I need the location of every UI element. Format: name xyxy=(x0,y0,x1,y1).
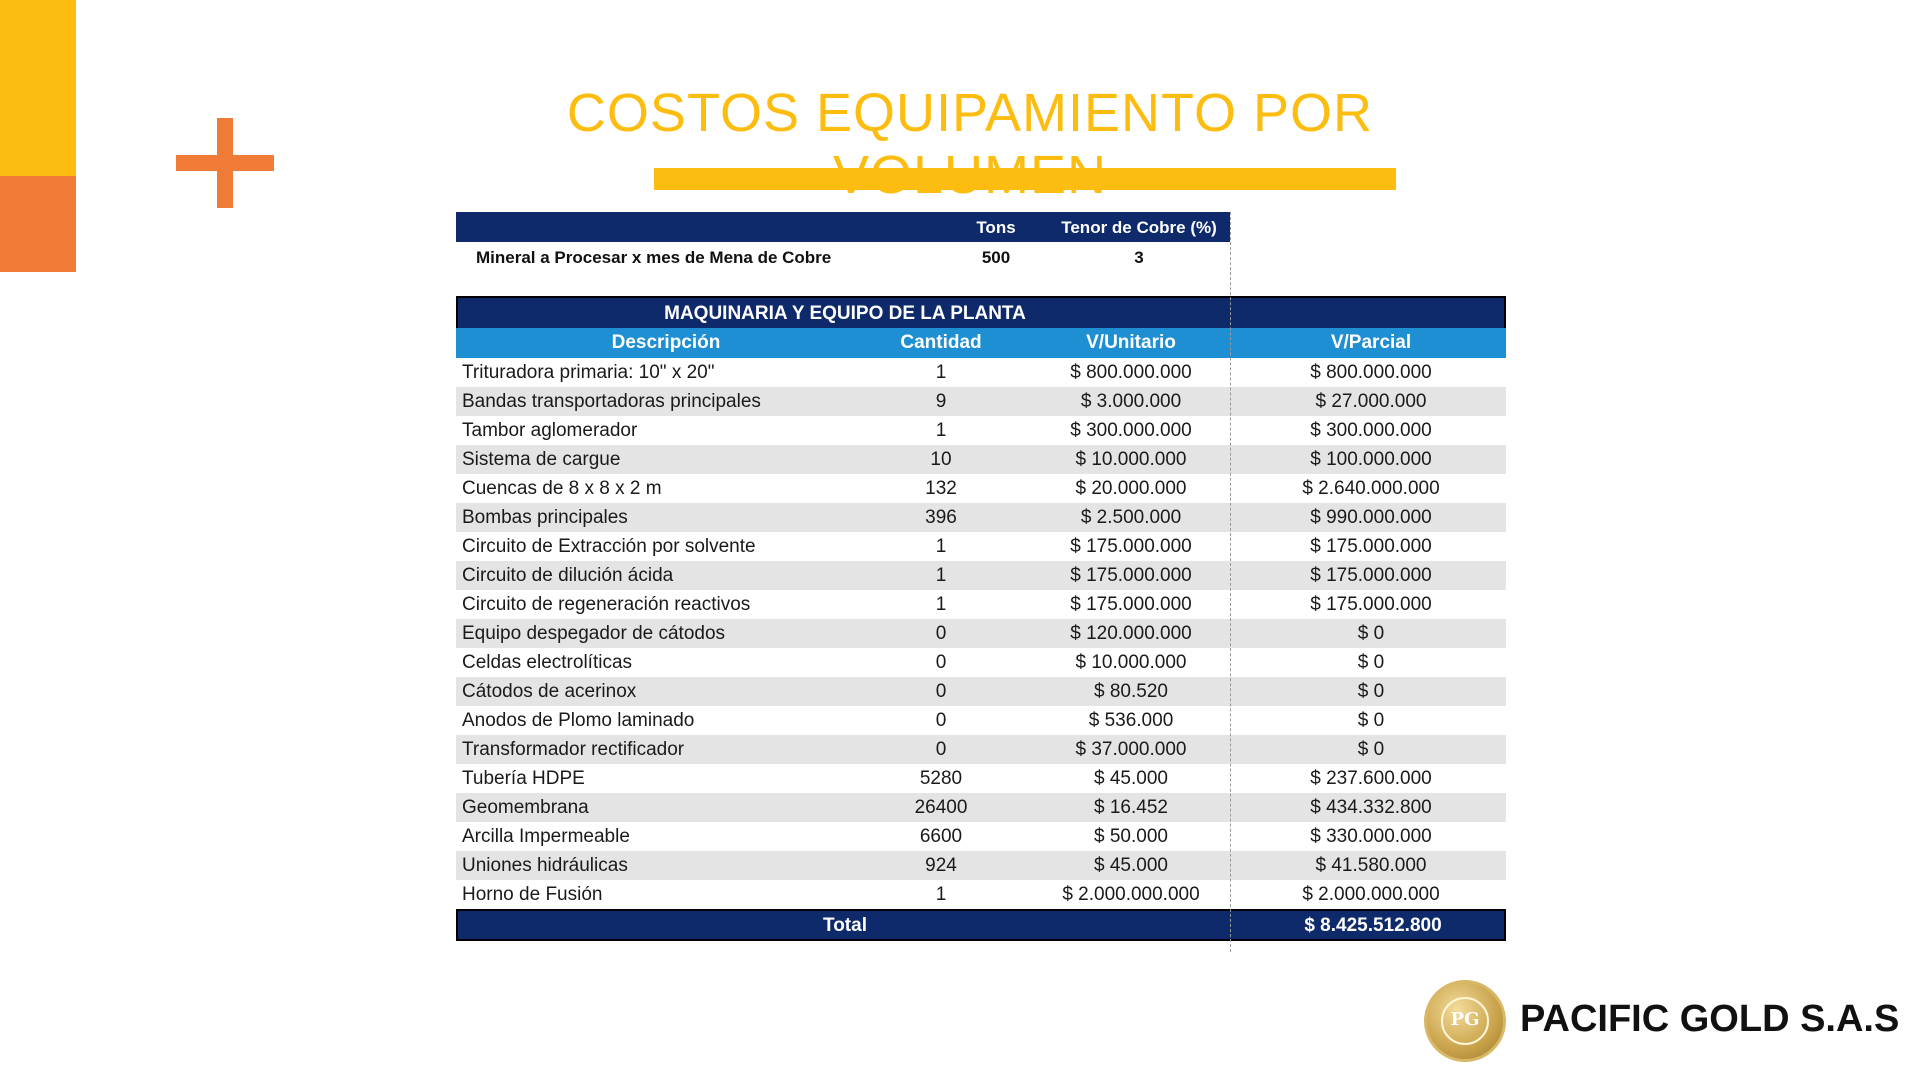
cell-v-unitario: $ 10.000.000 xyxy=(1075,449,1187,470)
summary-row xyxy=(456,242,1230,272)
cell-cantidad: 6600 xyxy=(919,826,963,847)
cell-descripcion: Cuencas de 8 x 8 x 2 m xyxy=(462,478,662,499)
cell-descripcion: Uniones hidráulicas xyxy=(462,855,628,876)
cell-v-parcial: $ 0 xyxy=(1357,710,1385,731)
cell-descripcion: Arcilla Impermeable xyxy=(462,826,630,847)
summary-tenor-value: 3 xyxy=(1134,248,1144,267)
cell-v-parcial: $ 100.000.000 xyxy=(1310,449,1432,470)
cell-cantidad: 0 xyxy=(935,623,947,644)
cell-v-parcial: $ 0 xyxy=(1357,681,1385,702)
table-row xyxy=(456,445,1506,474)
cell-v-parcial: $ 800.000.000 xyxy=(1310,362,1432,383)
table-row xyxy=(456,793,1506,822)
logo-text: PG xyxy=(1450,1009,1480,1030)
summary-table xyxy=(456,212,1230,272)
total-label: Total xyxy=(823,915,867,936)
cell-cantidad: 1 xyxy=(935,536,947,557)
company-name: PACIFIC GOLD S.A.S xyxy=(1520,998,1900,1040)
cell-descripcion: Transformador rectificador xyxy=(462,739,685,760)
cell-v-unitario: $ 16.452 xyxy=(1094,797,1168,818)
cell-v-parcial: $ 0 xyxy=(1357,623,1385,644)
cell-descripcion: Horno de Fusión xyxy=(462,884,603,905)
table-row xyxy=(456,735,1506,764)
cell-cantidad: 0 xyxy=(935,652,947,673)
cell-cantidad: 0 xyxy=(935,710,947,731)
table-row xyxy=(456,822,1506,851)
cell-descripcion: Bandas transportadoras principales xyxy=(462,391,761,412)
table-row xyxy=(456,880,1506,909)
table-row xyxy=(456,677,1506,706)
title-underline xyxy=(654,168,1396,190)
accent-bar-yellow xyxy=(0,0,76,176)
plus-icon xyxy=(176,118,274,208)
table-row xyxy=(456,706,1506,735)
cell-v-unitario: $ 50.000 xyxy=(1094,826,1168,847)
equipment-table-title-text: MAQUINARIA Y EQUIPO DE LA PLANTA xyxy=(664,303,1026,324)
cell-v-parcial: $ 237.600.000 xyxy=(1310,768,1432,789)
header-v-unitario: V/Unitario xyxy=(1086,332,1176,353)
cell-v-parcial: $ 175.000.000 xyxy=(1310,565,1432,586)
cell-v-parcial: $ 2.000.000.000 xyxy=(1302,884,1440,905)
table-row xyxy=(456,590,1506,619)
cell-v-unitario: $ 3.000.000 xyxy=(1080,391,1182,412)
cell-v-parcial: $ 27.000.000 xyxy=(1315,391,1427,412)
cell-v-parcial: $ 330.000.000 xyxy=(1310,826,1432,847)
cell-descripcion: Circuito de dilución ácida xyxy=(462,565,674,586)
equipment-table xyxy=(456,296,1506,941)
accent-bar-orange xyxy=(0,176,76,272)
cell-v-parcial: $ 175.000.000 xyxy=(1310,536,1432,557)
equipment-table-title xyxy=(456,296,1506,328)
cell-cantidad: 26400 xyxy=(914,797,968,818)
cell-descripcion: Equipo despegador de cátodos xyxy=(462,623,726,644)
column-divider xyxy=(1230,212,1231,952)
cell-v-unitario: $ 45.000 xyxy=(1094,855,1168,876)
cell-v-unitario: $ 20.000.000 xyxy=(1075,478,1187,499)
cell-cantidad: 924 xyxy=(925,855,957,876)
cell-descripcion: Cátodos de acerinox xyxy=(462,681,637,702)
cell-descripcion: Tambor aglomerador xyxy=(462,420,638,441)
cell-descripcion: Tubería HDPE xyxy=(462,768,585,789)
cell-cantidad: 396 xyxy=(925,507,957,528)
cell-descripcion: Sistema de cargue xyxy=(462,449,621,470)
cell-v-unitario: $ 175.000.000 xyxy=(1070,594,1192,615)
cell-cantidad: 1 xyxy=(935,594,947,615)
slide-title: COSTOS EQUIPAMIENTO POR xyxy=(566,83,1374,143)
cell-v-unitario: $ 175.000.000 xyxy=(1070,565,1192,586)
header-descripcion: Descripción xyxy=(611,332,721,353)
cell-descripcion: Celdas electrolíticas xyxy=(462,652,633,673)
summary-tons-value: 500 xyxy=(981,248,1011,267)
cell-v-unitario: $ 2.000.000.000 xyxy=(1062,884,1200,905)
cell-cantidad: 132 xyxy=(925,478,957,499)
gold-seal-logo-icon xyxy=(1424,980,1506,1062)
table-row xyxy=(456,503,1506,532)
cell-v-parcial: $ 175.000.000 xyxy=(1310,594,1432,615)
total-value: $ 8.425.512.800 xyxy=(1304,915,1442,936)
cell-v-unitario: $ 175.000.000 xyxy=(1070,536,1192,557)
cell-descripcion: Bombas principales xyxy=(462,507,628,528)
table-row xyxy=(456,416,1506,445)
table-row xyxy=(456,387,1506,416)
cell-v-unitario: $ 800.000.000 xyxy=(1070,362,1192,383)
summary-row-label: Mineral a Procesar x mes de Mena de Cobre xyxy=(476,248,832,267)
cell-v-parcial: $ 990.000.000 xyxy=(1310,507,1432,528)
cell-v-unitario: $ 45.000 xyxy=(1094,768,1168,789)
cell-v-parcial: $ 0 xyxy=(1357,652,1385,673)
cell-v-parcial: $ 434.332.800 xyxy=(1310,797,1432,818)
total-row xyxy=(456,909,1506,941)
summary-col-tons: Tons xyxy=(976,218,1016,237)
header-cantidad: Cantidad xyxy=(900,332,982,353)
cell-cantidad: 1 xyxy=(935,565,947,586)
table-row xyxy=(456,648,1506,677)
cell-v-unitario: $ 37.000.000 xyxy=(1075,739,1187,760)
equipment-table-header xyxy=(456,328,1506,358)
cell-descripcion: Geomembrana xyxy=(462,797,589,818)
cell-v-unitario: $ 536.000 xyxy=(1088,710,1174,731)
table-row xyxy=(456,474,1506,503)
table-row xyxy=(456,764,1506,793)
cell-v-parcial: $ 41.580.000 xyxy=(1315,855,1427,876)
cell-v-parcial: $ 0 xyxy=(1357,739,1385,760)
table-row xyxy=(456,532,1506,561)
cell-v-unitario: $ 300.000.000 xyxy=(1070,420,1192,441)
cell-v-unitario: $ 10.000.000 xyxy=(1075,652,1187,673)
table-row xyxy=(456,851,1506,880)
cell-descripcion: Circuito de regeneración reactivos xyxy=(462,594,751,615)
summary-col-tenor: Tenor de Cobre (%) xyxy=(1061,218,1217,237)
cell-descripcion: Trituradora primaria: 10" x 20" xyxy=(462,362,715,383)
table-row xyxy=(456,358,1506,387)
header-v-parcial: V/Parcial xyxy=(1330,332,1412,353)
cell-v-unitario: $ 80.520 xyxy=(1094,681,1168,702)
cell-cantidad: 9 xyxy=(935,391,947,412)
cell-cantidad: 0 xyxy=(935,681,947,702)
cell-v-parcial: $ 2.640.000.000 xyxy=(1302,478,1440,499)
cell-cantidad: 1 xyxy=(935,362,947,383)
equipment-table-body xyxy=(456,358,1506,909)
cell-cantidad: 0 xyxy=(935,739,947,760)
cell-cantidad: 1 xyxy=(935,884,947,905)
table-row xyxy=(456,561,1506,590)
cell-v-parcial: $ 300.000.000 xyxy=(1310,420,1432,441)
table-row xyxy=(456,619,1506,648)
cell-v-unitario: $ 120.000.000 xyxy=(1070,623,1192,644)
cell-cantidad: 5280 xyxy=(919,768,963,789)
cell-descripcion: Anodos de Plomo laminado xyxy=(462,710,695,731)
cell-cantidad: 10 xyxy=(930,449,952,470)
cell-descripcion: Circuito de Extracción por solvente xyxy=(462,536,756,557)
cell-v-unitario: $ 2.500.000 xyxy=(1080,507,1182,528)
summary-header xyxy=(456,212,1230,242)
cell-cantidad: 1 xyxy=(935,420,947,441)
